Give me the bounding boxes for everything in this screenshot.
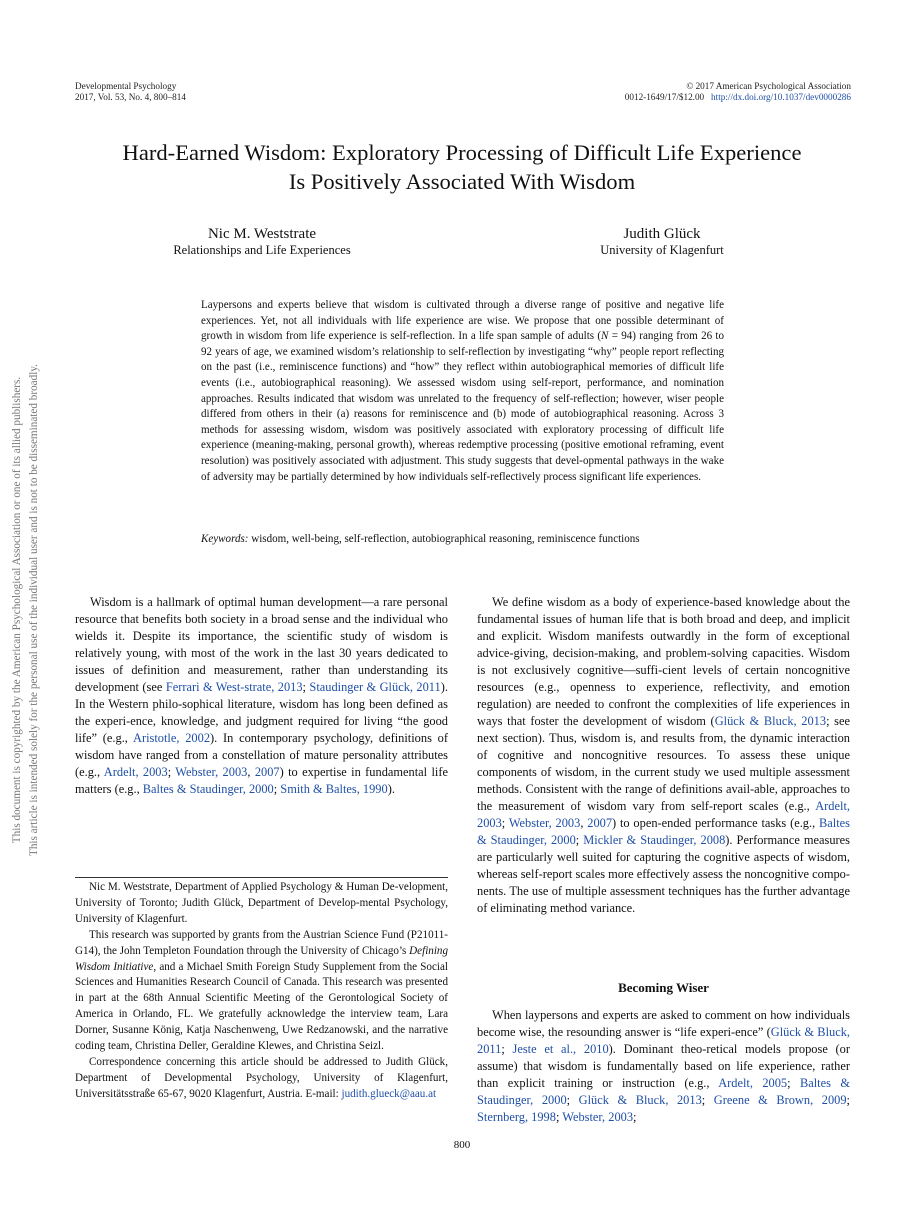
side-notice-text: [9, 340, 42, 880]
left-column: [75, 594, 448, 798]
author-name: Judith Glück: [623, 226, 701, 242]
footnote-text: , and a Michael Smith Foreign Study Supplement from the Social Sciences and Humanities Research Council of Canada. This research was presented in part at the 68th Annual Scientific Meeting of the Gerontological Society of America in Orlando, FL. We gratefully acknowledge the interview team, Lara Dorner, Susanne König, Katja Naschenweng, Uwe Redzanowski, and the narrative coding team, Christina Deller, Geraldine Klewes, and Christina Seizl.: [75, 960, 448, 1053]
body-text: ;: [633, 1110, 637, 1124]
body-text: ;: [846, 1093, 850, 1107]
citation-link[interactable]: Aristotle, 2002: [133, 731, 211, 745]
side-notice-line-1: This document is copyrighted by the American Psychological Association or one of its allied publishers.: [11, 376, 23, 844]
citation-link[interactable]: Baltes & Staudinger, 2000: [477, 1076, 850, 1107]
body-text: ;: [575, 833, 584, 847]
body-text: ;: [167, 765, 176, 779]
title-line-2: Is Positively Associated With Wisdom: [288, 169, 636, 194]
footnote-italic-text: Defining Wisdom Initiative: [75, 944, 448, 973]
right-column: [477, 594, 850, 917]
citation-link[interactable]: Ardelt, 2003: [477, 799, 850, 830]
citation-link[interactable]: Glück & Bluck, 2011: [477, 1025, 850, 1056]
author-affiliation: University of Klagenfurt: [600, 243, 724, 257]
keywords-list: wisdom, well-being, self-reflection, autobiographical reasoning, reminiscence functions: [251, 533, 640, 545]
keywords: [201, 532, 741, 547]
citation-link[interactable]: 2007: [254, 765, 280, 779]
citation-link[interactable]: Glück & Bluck, 2013: [714, 714, 827, 728]
body-text: ,: [580, 816, 588, 830]
abstract: [201, 298, 724, 485]
body-text: ). Performance measures are particularly well suited for capturing the cognitive aspects of wisdom, whereas self-report scales more effectively assess the noncognitive compo-nents. The use of multiple assessment techniques has the further advantage of eliminating method variance.: [477, 833, 850, 915]
citation-link[interactable]: Staudinger & Glück, 2011: [309, 680, 441, 694]
citation-link[interactable]: Ferrari & West-strate, 2013: [165, 680, 303, 694]
copyright-header: [625, 81, 851, 103]
body-text: ;: [302, 680, 310, 694]
body-text: We define wisdom as a body of experience-based knowledge about the fundamental issues of human life that is both broad and deep, and implicit and explicit. Wisdom manifests outwardly in the form of exceptional advice-giving, decision-making, and problem-solving capacities. Wisdom is not exclusively cognitive—suffi-cient levels of certain noncognitive resources (e.g., openness to experience, reflectivity, and emotion regulation) are needed to confront the complexities of life experiences in ways that foster the development of wisdom (: [477, 595, 850, 728]
citation-link[interactable]: Jeste et al., 2010: [512, 1042, 609, 1056]
abstract-text: = 94) ranging from 26 to 92 years of age, we examined wisdom’s relationship to self-reflection by investigating “why” people report reflecting on the past (i.e., reminiscence functions) and “how” they reflect within autobiographical memories of difficult life events (i.e., autobiographical reasoning). We assessed wisdom using self-report, performance, and nomination approaches. Results indicated that wisdom was unrelated to the frequency of self-reflection; however, wiser people differed from others in their (a) reasons for reminiscence and (b) mode of autobiographical reasoning. Across 3 methods for assessing wisdom, wisdom was positively associated with exploratory processing of difficult life experience (meaning-making, personal growth), whereas redemptive processing (positive emotional reframing, event resolution) was positively associated with adjustment. This study suggests that devel-opmental pathways in the wake of adversity may be partially determined by how individuals self-reflectively process significant life experiences.: [201, 330, 725, 483]
right-column-continued: [477, 1007, 850, 1126]
body-text: ;: [273, 782, 281, 796]
body-text: ) to open-ended performance tasks (e.g.,: [612, 816, 819, 830]
issn-line: [625, 92, 851, 103]
author-name: Nic M. Weststrate: [207, 226, 317, 242]
abstract-text: Laypersons and experts believe that wisdom is cultivated through a diverse range of positive and negative life experiences. Yet, not all individuals with life experience are wise. We propose that one possible determinant of growth in wisdom from life experience is self-reflection. In a life span sample of adults (: [201, 299, 724, 343]
copyright-line: © 2017 American Psychological Association: [686, 81, 851, 91]
page-number: 800: [453, 1139, 471, 1151]
body-text: ). Dominant theo-retical models propose (or assume) that wisdom is fundamentally based on life experience, rather than explicit training or instruction (e.g.,: [477, 1042, 850, 1090]
body-text: ;: [555, 1110, 563, 1124]
body-text: ). In the Western philo-sophical literature, wisdom has long been defined as the experi-ence, knowledge, and judgment required for living “the good life” (e.g.,: [75, 680, 448, 745]
issn-price: 0012-1649/17/$12.00: [624, 92, 705, 102]
citation-link[interactable]: Webster, 2003: [562, 1110, 634, 1124]
body-text: When laypersons and experts are asked to comment on how individuals become wise, the resounding answer is “life experi-ence” (: [477, 1008, 850, 1039]
intro-paragraph: [75, 594, 448, 798]
keywords-label: Keywords:: [201, 533, 249, 545]
journal-header: [75, 81, 186, 103]
body-text: ). In contemporary psychology, definitions of wisdom have ranged from a constellation of mature personality attributes (e.g.,: [75, 731, 448, 779]
doi-link[interactable]: http://dx.doi.org/10.1037/dev0000286: [711, 92, 851, 102]
author-affiliation: Relationships and Life Experiences: [173, 243, 351, 257]
body-text: ;: [501, 816, 509, 830]
citation-link[interactable]: Baltes & Staudinger, 2000: [477, 816, 850, 847]
citation-link[interactable]: Glück & Bluck, 2013: [578, 1093, 702, 1107]
citation-link[interactable]: Greene & Brown, 2009: [713, 1093, 847, 1107]
email-link[interactable]: judith.glueck@aau.at: [341, 1087, 437, 1100]
citation-link[interactable]: Ardelt, 2003: [103, 765, 168, 779]
body-text: ;: [787, 1076, 800, 1090]
body-text: ;: [701, 1093, 714, 1107]
definition-paragraph: [477, 594, 850, 917]
side-notice-line-2: This article is intended solely for the personal use of the individual user and is not to be disseminated broadly.: [27, 363, 40, 857]
body-text: Wisdom is a hallmark of optimal human development—a rare personal resource that benefits both society in a broad sense and the individual who wields it. Despite its importance, the scientific study of wisdom is relatively young, with most of the work in the last 30 years dedicated to issues of definition and measurement, rather than understanding its development (see: [75, 595, 448, 694]
section-heading: Becoming Wiser: [618, 980, 709, 995]
footnote-text: Correspondence concerning this article should be addressed to Judith Glück, Department of Developmental Psychology, University of Klagenfurt, Universitätsstraße 65-67, 9020 Klagenfurt, Austria. E-mail:: [75, 1055, 448, 1100]
abstract-n-symbol: N: [601, 330, 609, 343]
footnote-correspondence: [75, 1055, 448, 1103]
citation-link[interactable]: Webster, 2003: [175, 765, 248, 779]
footnote-funding: [75, 928, 448, 1055]
body-text: ;: [566, 1093, 579, 1107]
citation-link[interactable]: Webster, 2003: [508, 816, 581, 830]
body-text: ;: [501, 1042, 513, 1056]
author-block-2: [580, 225, 744, 258]
body-text: ) to expertise in fundamental life matters (e.g.,: [75, 765, 448, 796]
body-text: ; see next section). Thus, wisdom is, and results from, the dynamic interaction of cognitive and noncognitive resources. To assess these unique components of wisdom, in the current study we used multiple assessment methods. Consistent with the range of definitions avail-able, approaches to the measurement of wisdom vary from self-report scales (e.g.,: [477, 714, 850, 813]
article-title: [40, 138, 884, 196]
body-text: ,: [247, 765, 255, 779]
body-text: ).: [387, 782, 395, 796]
footnote-affiliation: Nic M. Weststrate, Department of Applied Psychology & Human De-velopment, University of Toronto; Judith Glück, Department of Develop-mental Psychology, University of Klagenfurt.: [75, 881, 448, 925]
journal-volume: 2017, Vol. 53, No. 4, 800–814: [75, 92, 186, 102]
citation-link[interactable]: Baltes & Staudinger, 2000: [142, 782, 274, 796]
becoming-wiser-paragraph: [477, 1007, 850, 1126]
citation-link[interactable]: 2007: [587, 816, 613, 830]
citation-link[interactable]: Sternberg, 1998: [477, 1110, 556, 1124]
citation-link[interactable]: Smith & Baltes, 1990: [280, 782, 388, 796]
title-line-1: Hard-Earned Wisdom: Exploratory Processing of Difficult Life Experience: [122, 140, 802, 165]
author-note: [75, 877, 448, 1103]
citation-link[interactable]: Mickler & Staudinger, 2008: [583, 833, 726, 847]
citation-link[interactable]: Ardelt, 2005: [718, 1076, 788, 1090]
author-block-1: [150, 225, 374, 258]
journal-name: Developmental Psychology: [75, 81, 177, 91]
footnote-text: This research was supported by grants from the Austrian Science Fund (P21011-G14), the John Templeton Foundation through the University of Chicago’s: [75, 928, 448, 957]
side-copyright-notice: [9, 340, 47, 880]
